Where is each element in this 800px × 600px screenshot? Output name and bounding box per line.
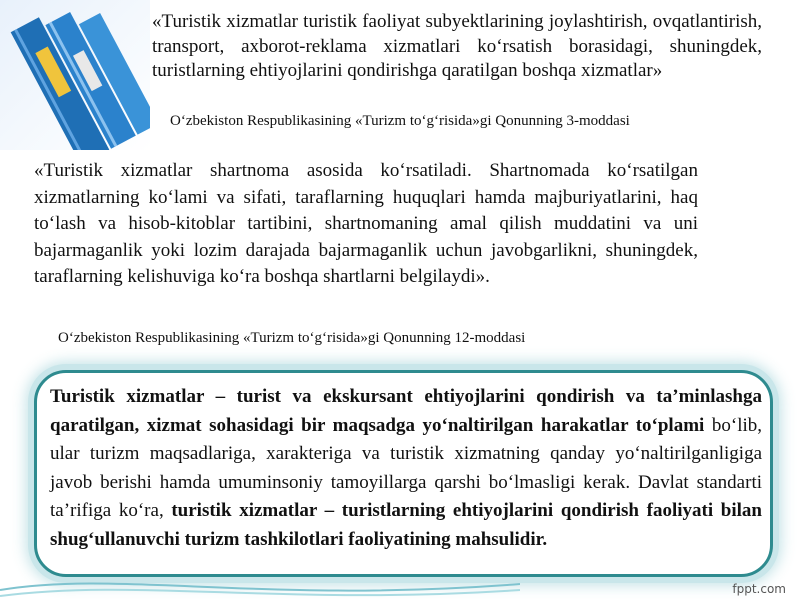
watermark: fppt.com bbox=[732, 582, 786, 596]
definition-normal-part: bo‘lib, ular turizm maqsadlariga, xarakteriga va turistik xizmatning qanday yo‘naltirilganligiga javob berishi hamda umuminsoniy tamoyillarga qarshi bo‘lmasligi kerak. Davlat standarti ta’rifiga ko‘ra, bbox=[50, 414, 763, 521]
definition-bold-part-2: turistik xizmatlar – turistlarning ehtiyojlarini qondirish faoliyati bilan shug‘ullanuvchi turizm tashkilotlari faoliyatining mahsulidir. bbox=[50, 500, 762, 550]
quote-article-12: «Turistik xizmatlar shartnoma asosida ko‘rsatiladi. Shartnomada ko‘rsatilgan xizmatlarning ko‘lami va sifati, taraflarning huquqlari hamda majburiyatlarini, haq to‘lash va hisob-kitoblar tartibini, shartnomaning amal qilish muddatini va uni bajarmaganlik yoki lozim darajada bajarmaganlik uchun javobgarlikni, shuningdek, taraflarning kelishuviga ko‘ra boshqa shartlarni belgilaydi». bbox=[34, 160, 698, 287]
definition-text bbox=[50, 383, 762, 554]
decorative-wave bbox=[0, 560, 520, 600]
quote-article-3: «Turistik xizmatlar turistik faoliyat subyektlarining joylashtirish, ovqatlantirish, transport, axborot-reklama xizmatlari ko‘rsatish borasidagi, shuningdek, turistlarning ehtiyojlarini qondirishga qaratilgan boshqa xizmatlar» bbox=[152, 11, 762, 81]
books-decorative-image bbox=[0, 0, 150, 150]
quote-article-3-source: O‘zbekiston Respublikasining «Turizm to‘g‘risida»gi Qonunning 3-moddasi bbox=[170, 113, 630, 129]
quote-article-12-source: O‘zbekiston Respublikasining «Turizm to‘g‘risida»gi Qonunning 12-moddasi bbox=[58, 330, 526, 346]
definition-bold-part-1: Turistik xizmatlar – turist va ekskursant ehtiyojlarini qondirish va ta’minlashga qaratilgan, xizmat sohasidagi bir maqsadga yo‘naltirilgan harakatlar to‘plami bbox=[50, 386, 762, 436]
